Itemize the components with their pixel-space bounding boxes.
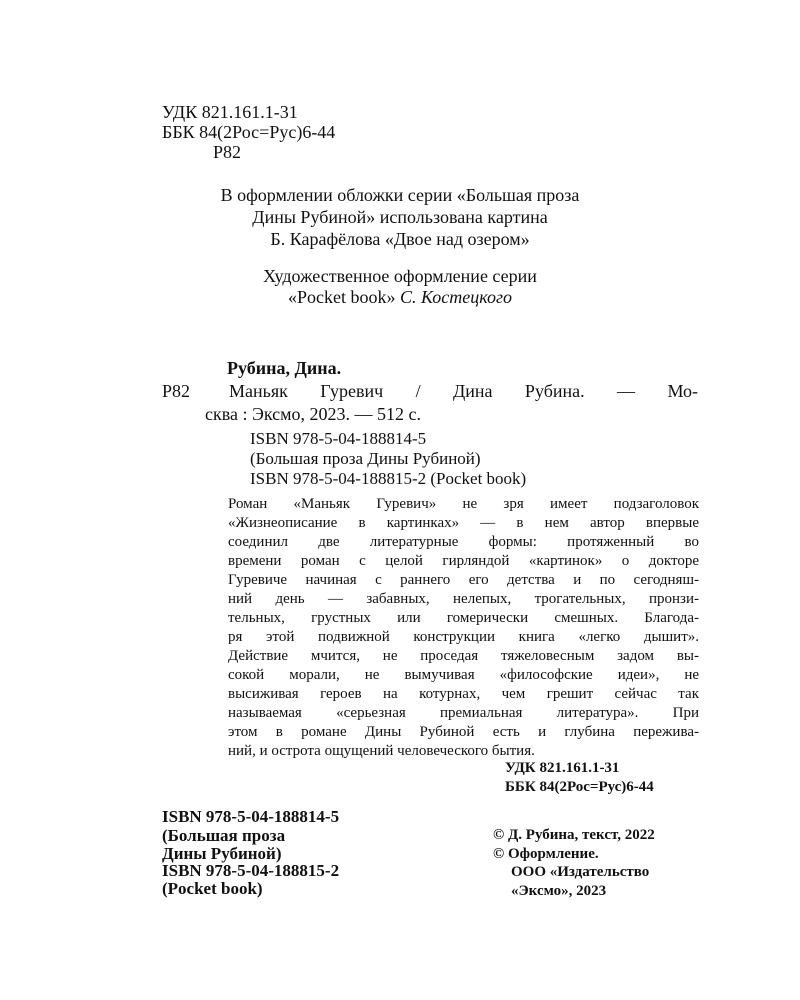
catalog-title-line-2: сква : Эксмо, 2023. — 512 с. [205, 404, 422, 424]
annotation-line: ний, и острота ощущений человеческого бытия. [228, 743, 535, 759]
catalog-isbn-1-series: (Большая проза Дины Рубиной) [250, 449, 481, 468]
copyright-design: © Оформление. [493, 846, 599, 862]
bbk-code: ББК 84(2Рос=Рус)6-44 [162, 122, 336, 142]
cover-credit-line-2: Дины Рубиной» использована картина [252, 207, 548, 227]
annotation-line: ря этой подвижной конструкции книга «легко дышит». [228, 629, 699, 645]
copyright-text: © Д. Рубина, текст, 2022 [493, 827, 655, 843]
art-design-line-1: Художественное оформление серии [263, 266, 537, 286]
catalog-isbn-1: ISBN 978-5-04-188814-5 [250, 429, 427, 448]
annotation-line: времени роман с целой гирляндой «картинок» о докторе [228, 553, 699, 569]
annotation-line: Роман «Маньяк Гуревич» не зря имеет подзаголовок [228, 496, 699, 512]
annotation-line: Гуревиче начиная с раннего его детства и по сегодняш- [228, 572, 699, 588]
annotation [228, 495, 699, 761]
art-design-line-2 [0, 288, 800, 306]
series-name: «Pocket book» [287, 287, 396, 307]
annotation-line: высиживая героев на котурнах, чем грешит сейчас так [228, 686, 699, 702]
footer-isbn-2: ISBN 978-5-04-188815-2 [162, 861, 340, 880]
annotation-bbk: ББК 84(2Рос=Рус)6-44 [505, 779, 654, 795]
designer-name: С. Костецкого [399, 287, 512, 307]
cover-credit-line-1: В оформлении обложки серии «Большая проза [220, 185, 580, 205]
publisher-name: ООО «Издательство [511, 864, 650, 880]
annotation-udk: УДК 821.161.1-31 [505, 760, 620, 776]
annotation-line: сокой морали, не вымучивая «философские идеи», не [228, 667, 699, 683]
cover-credit-line-3: Б. Карафёлова «Двое над озером» [270, 229, 530, 249]
annotation-line: «Жизнеописание в картинках» — в нем автор впервые [228, 515, 699, 531]
annotation-line: ний день — забавных, нелепых, трогательных, пронзи- [228, 591, 699, 607]
udk-code: УДК 821.161.1-31 [162, 102, 298, 122]
annotation-line: соединил две литературные формы: протяженный во [228, 534, 699, 550]
author-mark: Р82 [213, 142, 242, 162]
footer-isbn-1-series-a: (Большая проза [162, 826, 286, 845]
catalog-isbn-2: ISBN 978-5-04-188815-2 (Pocket book) [250, 469, 527, 488]
footer-isbn-1: ISBN 978-5-04-188814-5 [162, 807, 340, 826]
annotation-line: Действие мчится, не проседая тяжеловесным задом вы- [228, 648, 699, 664]
publisher-year: «Эксмо», 2023 [511, 883, 607, 899]
annotation-line: этом в романе Дины Рубиной есть и глубина пережива- [228, 724, 699, 740]
footer-isbn-1-series-b: Дины Рубиной) [162, 844, 282, 863]
annotation-line: тельных, грустных или гомерически смешных. Благода- [228, 610, 699, 626]
catalog-title-line-1: Маньяк Гуревич / Дина Рубина. — Мо- [229, 381, 698, 401]
footer-isbn-2-series: (Pocket book) [162, 879, 263, 898]
catalog-mark: Р82 [162, 381, 191, 401]
annotation-line: называемая «серьезная премиальная литература». При [228, 705, 699, 721]
catalog-author: Рубина, Дина. [227, 358, 342, 378]
